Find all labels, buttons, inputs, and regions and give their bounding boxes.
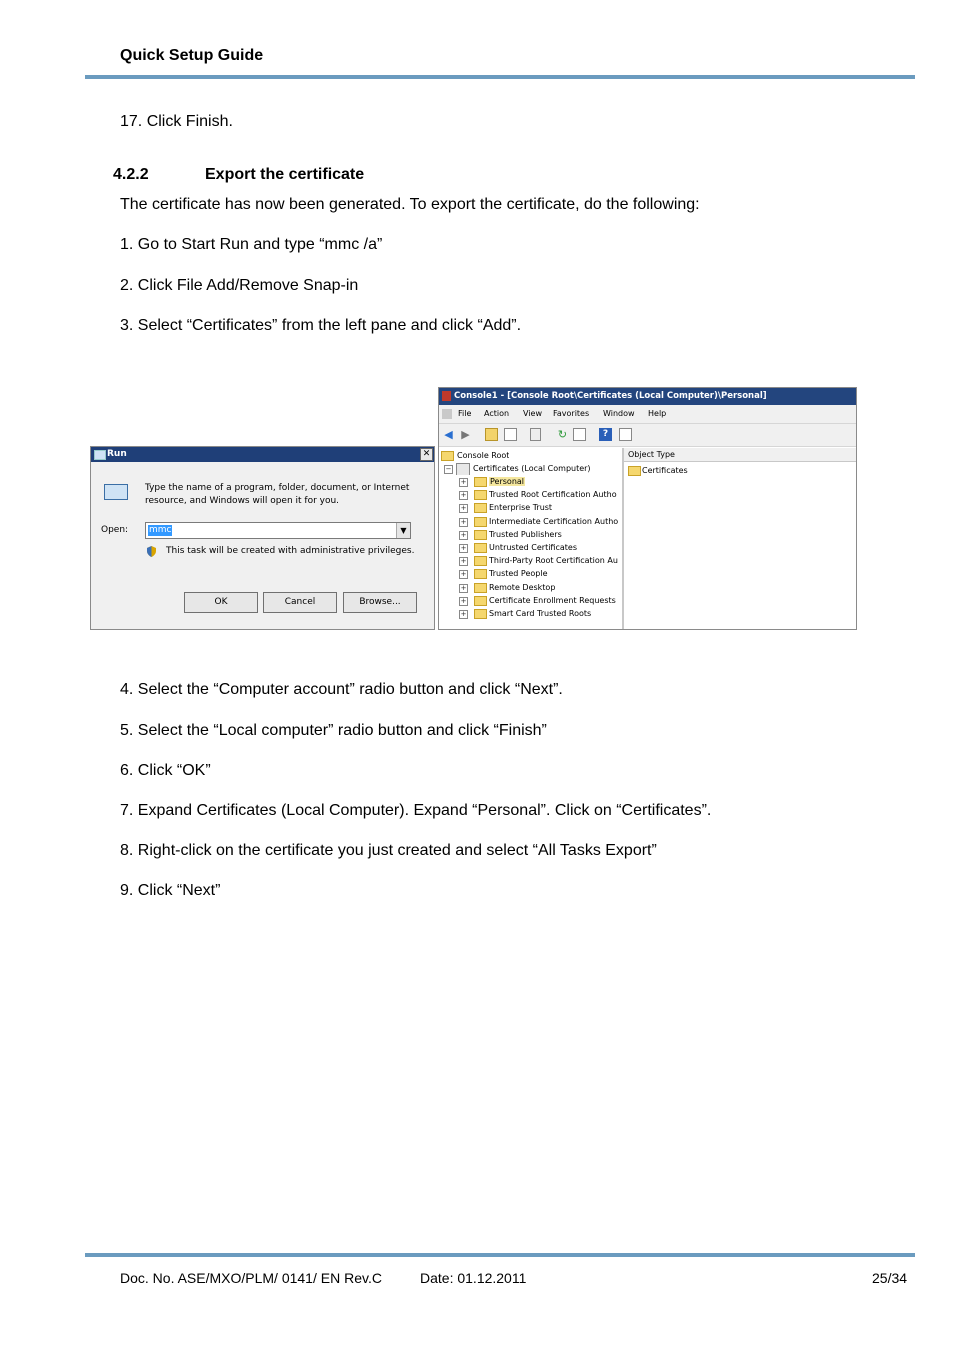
tree-label: Trusted People (489, 569, 548, 579)
mmc-menubar (439, 405, 856, 423)
folder-icon (628, 466, 641, 476)
run-titlebar (91, 447, 434, 462)
run-program-icon (104, 484, 128, 500)
tree-item[interactable] (459, 541, 622, 554)
step-7: 7. Expand Certificates (Local Computer). Expand “Personal”. Click on “Certificates”. (120, 802, 712, 819)
folder-icon (474, 530, 487, 540)
expand-icon[interactable]: + (460, 583, 467, 592)
tree-label: Trusted Root Certification Autho (489, 490, 617, 500)
mmc-title-text: Console1 - [Console Root\Certificates (Local Computer)\Personal] (454, 391, 767, 401)
folder-icon (474, 596, 487, 606)
run-dialog (90, 446, 435, 630)
mmc-app-icon (442, 391, 451, 401)
tree-label: Trusted Publishers (489, 529, 562, 539)
object-certificates[interactable] (628, 464, 688, 477)
mmc-menu-icon (442, 409, 452, 419)
export-list-icon[interactable] (573, 428, 586, 441)
expand-icon[interactable]: + (460, 504, 467, 513)
tree-label: Smart Card Trusted Roots (489, 609, 592, 618)
step-4: 4. Select the “Computer account” radio button and click “Next”. (120, 681, 563, 698)
menu-favorites[interactable]: Favorites (553, 409, 590, 418)
tree-item[interactable] (459, 607, 622, 620)
tree-item[interactable] (459, 528, 622, 541)
run-open-value: mmc (149, 525, 172, 535)
run-open-label: Open: (101, 525, 129, 535)
tree-label: Remote Desktop (489, 582, 556, 592)
expand-icon[interactable]: + (460, 596, 467, 605)
tree-label: Intermediate Certification Autho (489, 516, 619, 526)
footer-rule (85, 1253, 915, 1257)
refresh-icon[interactable]: ↻ (557, 428, 568, 441)
folder-icon (474, 609, 487, 619)
cancel-button[interactable]: Cancel (263, 592, 337, 613)
footer-page: 25/34 (872, 1270, 908, 1286)
step-5: 5. Select the “Local computer” radio button and click “Finish” (120, 722, 547, 739)
step-17: 17. Click Finish. (120, 113, 233, 130)
step-2: 2. Click File Add/Remove Snap-in (120, 277, 359, 294)
footer-date: Date: 01.12.2011 (420, 1270, 527, 1286)
header-rule (85, 75, 915, 79)
step-9: 9. Click “Next” (120, 882, 221, 899)
step-3: 3. Select “Certificates” from the left pane and click “Add”. (120, 317, 522, 334)
certificate-icon (456, 463, 470, 475)
section-number: 4.2.2 (113, 166, 149, 183)
tree-item[interactable] (459, 581, 622, 594)
close-icon[interactable]: ✕ (420, 448, 433, 461)
back-arrow-icon[interactable]: ◀ (444, 428, 453, 441)
intro-text: The certificate has now been generated. To export the certificate, do the following: (120, 196, 700, 213)
step-8: 8. Right-click on the certificate you just created and select “All Tasks Export” (120, 842, 657, 859)
menu-help[interactable]: Help (648, 409, 667, 418)
tree-label: Enterprise Trust (489, 503, 553, 513)
tree-item[interactable] (459, 594, 622, 607)
collapse-icon[interactable]: − (445, 465, 452, 473)
tree-label: Console Root (457, 451, 510, 460)
expand-icon[interactable]: + (460, 491, 467, 500)
tree-label: Third-Party Root Certification Au (489, 556, 618, 566)
run-title-icon (94, 450, 106, 460)
folder-icon (474, 556, 487, 566)
run-description: Type the name of a program, folder, document, or Internet resource, and Windows will open it for you. (145, 483, 410, 506)
tree-item[interactable] (459, 567, 622, 580)
menu-action[interactable]: Action (484, 409, 510, 418)
mmc-titlebar (439, 388, 856, 405)
step-6: 6. Click “OK” (120, 762, 211, 779)
column-header-object-type[interactable]: Object Type (624, 448, 856, 462)
folder-icon (474, 490, 487, 500)
tree-label: Untrusted Certificates (489, 543, 577, 552)
expand-icon[interactable]: + (460, 557, 467, 566)
tree-item[interactable] (459, 488, 622, 501)
ok-button[interactable]: OK (184, 592, 258, 613)
chevron-down-icon[interactable]: ▼ (396, 523, 410, 538)
shield-icon (146, 546, 157, 557)
expand-icon[interactable]: + (460, 610, 467, 618)
folder-icon (441, 451, 454, 461)
tree-item[interactable] (459, 475, 622, 488)
expand-icon[interactable]: + (460, 478, 467, 486)
folder-icon (474, 583, 487, 593)
run-admin-note: This task will be created with administrative privileges. (166, 546, 415, 556)
mmc-console (438, 387, 857, 630)
step-1: 1. Go to Start Run and type “mmc /a” (120, 236, 383, 253)
run-open-input[interactable] (145, 522, 411, 539)
expand-icon[interactable]: + (460, 544, 467, 552)
expand-icon[interactable]: + (460, 517, 467, 526)
tree-console-root[interactable] (441, 449, 509, 462)
expand-icon[interactable]: + (460, 570, 467, 579)
menu-view[interactable]: View (523, 409, 542, 418)
tree-item[interactable] (459, 501, 622, 514)
action-pane-icon[interactable] (619, 428, 632, 441)
run-title-text: Run (107, 449, 127, 459)
tree-certificates-local[interactable] (444, 462, 622, 475)
folder-icon (474, 503, 487, 513)
properties-icon[interactable] (530, 428, 541, 441)
mmc-toolbar (439, 423, 856, 447)
expand-icon[interactable]: + (460, 530, 467, 539)
help-icon[interactable]: ? (599, 428, 612, 441)
footer-doc-no: Doc. No. ASE/MXO/PLM/ 0141/ EN Rev.C (120, 1270, 382, 1286)
folder-icon (474, 569, 487, 579)
folder-icon (474, 517, 487, 527)
menu-window[interactable]: Window (603, 409, 635, 418)
show-hide-tree-icon[interactable] (504, 428, 517, 441)
folder-icon (474, 477, 487, 487)
forward-arrow-icon[interactable]: ▶ (461, 428, 470, 441)
tree-item[interactable] (459, 554, 622, 567)
section-title: Export the certificate (205, 166, 365, 183)
up-folder-icon[interactable] (485, 428, 498, 441)
tree-item[interactable] (459, 515, 622, 528)
tree-label: Certificate Enrollment Requests (489, 595, 616, 605)
tree-label: Certificates (Local Computer) (473, 464, 591, 473)
object-label: Certificates (642, 466, 688, 475)
menu-file[interactable]: File (458, 409, 472, 418)
tree-label: Personal (490, 477, 525, 486)
folder-icon (474, 543, 487, 553)
browse-button[interactable]: Browse... (343, 592, 417, 613)
console-tree (439, 448, 624, 629)
header-title: Quick Setup Guide (120, 47, 264, 64)
